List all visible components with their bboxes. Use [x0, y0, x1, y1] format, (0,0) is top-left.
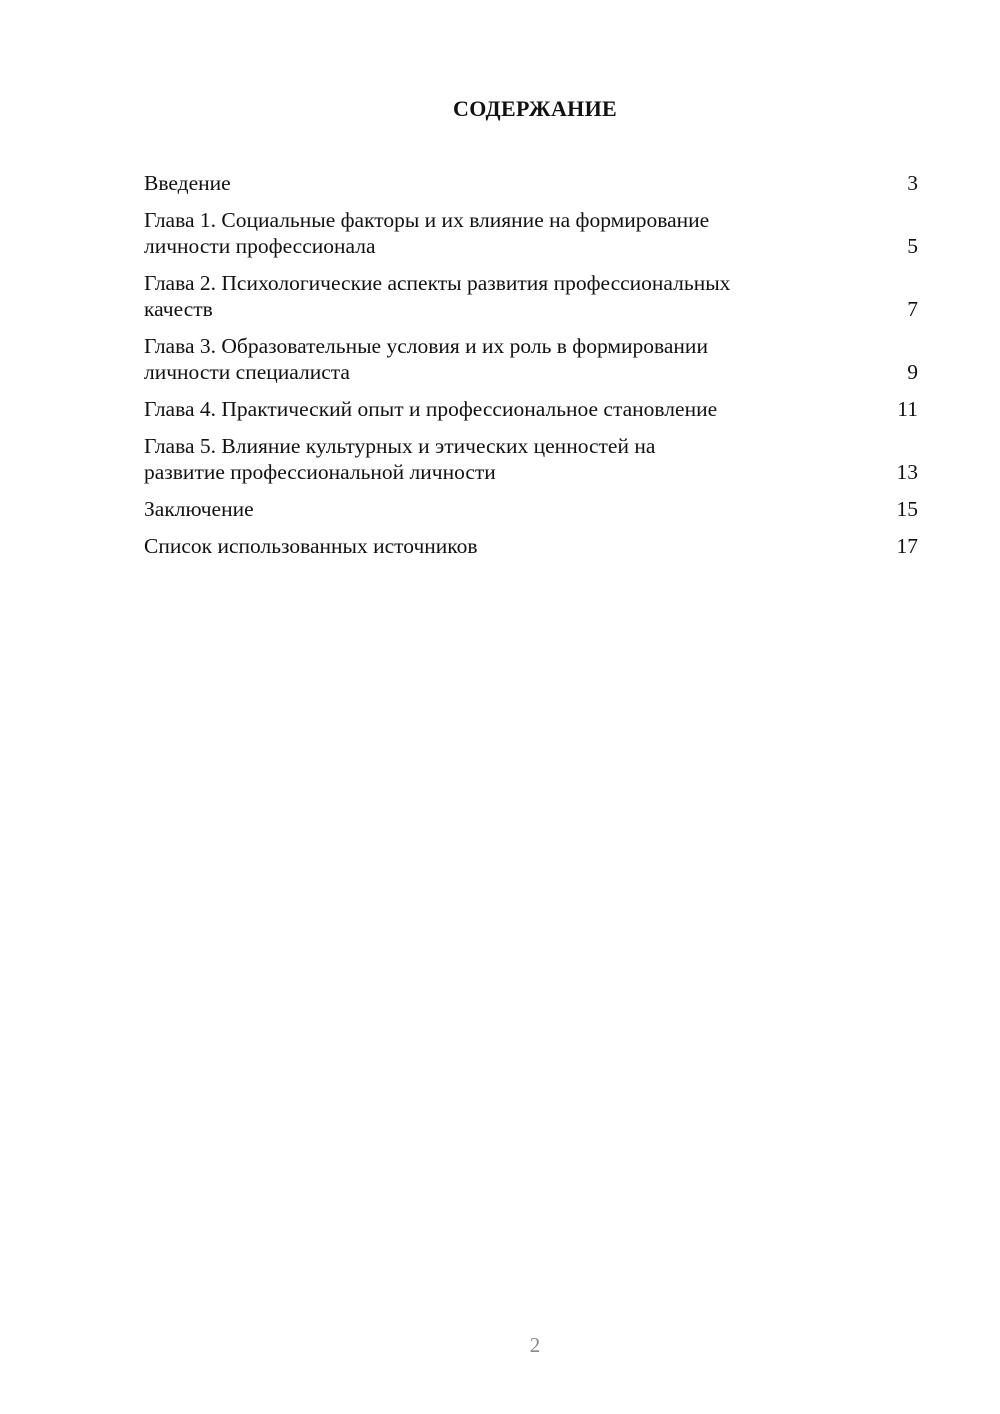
toc-entry-title-line: Глава 5. Влияние культурных и этических ценностей на	[144, 434, 656, 458]
toc-title: СОДЕРЖАНИЕ	[453, 96, 617, 121]
toc-entry-title-line: Глава 4. Практический опыт и профессиональное становление	[144, 397, 718, 421]
toc-entry-title	[144, 496, 254, 522]
toc-entry-page-number: 15	[896, 497, 918, 521]
toc-entry-title	[144, 207, 709, 259]
toc-entry-title-line: Список использованных источников	[144, 534, 478, 558]
toc-entry-title	[144, 333, 708, 385]
toc-entry-page-number: 13	[896, 460, 918, 484]
toc-list	[144, 170, 918, 570]
toc-entry-chapter-3	[144, 333, 918, 385]
toc-entry-title	[144, 533, 478, 559]
toc-entry-title-line: развитие профессиональной личности	[144, 460, 496, 484]
toc-entry-page-number: 5	[907, 234, 918, 258]
toc-entry-page-number: 7	[907, 297, 918, 321]
toc-entry-title	[144, 396, 717, 422]
toc-entry-chapter-4	[144, 396, 918, 422]
toc-entry-title	[144, 433, 655, 485]
toc-entry-page-number: 3	[907, 171, 918, 195]
toc-entry-title-line: личности профессионала	[144, 234, 376, 258]
toc-entry-references	[144, 533, 918, 559]
toc-entry-title-line: Заключение	[144, 497, 254, 521]
toc-entry-introduction	[144, 170, 918, 196]
toc-entry-page-number: 17	[896, 534, 918, 558]
toc-entry-title-line: Глава 2. Психологические аспекты развития профессиональных	[144, 271, 731, 295]
toc-entry-title-line: Глава 1. Социальные факторы и их влияние на формирование	[144, 208, 710, 232]
toc-entry-title-line: личности специалиста	[144, 360, 350, 384]
toc-entry-title	[144, 270, 730, 322]
toc-entry-title-line: качеств	[144, 297, 213, 321]
toc-entry-title-line: Введение	[144, 171, 231, 195]
page-number: 2	[529, 1333, 541, 1357]
toc-entry-chapter-1	[144, 207, 918, 259]
toc-entry-title-line: Глава 3. Образовательные условия и их роль в формировании	[144, 334, 708, 358]
toc-entry-title	[144, 170, 231, 196]
toc-entry-chapter-5	[144, 433, 918, 485]
toc-entry-conclusion	[144, 496, 918, 522]
toc-entry-chapter-2	[144, 270, 918, 322]
toc-entry-page-number: 9	[907, 360, 918, 384]
toc-entry-page-number: 11	[897, 397, 918, 421]
